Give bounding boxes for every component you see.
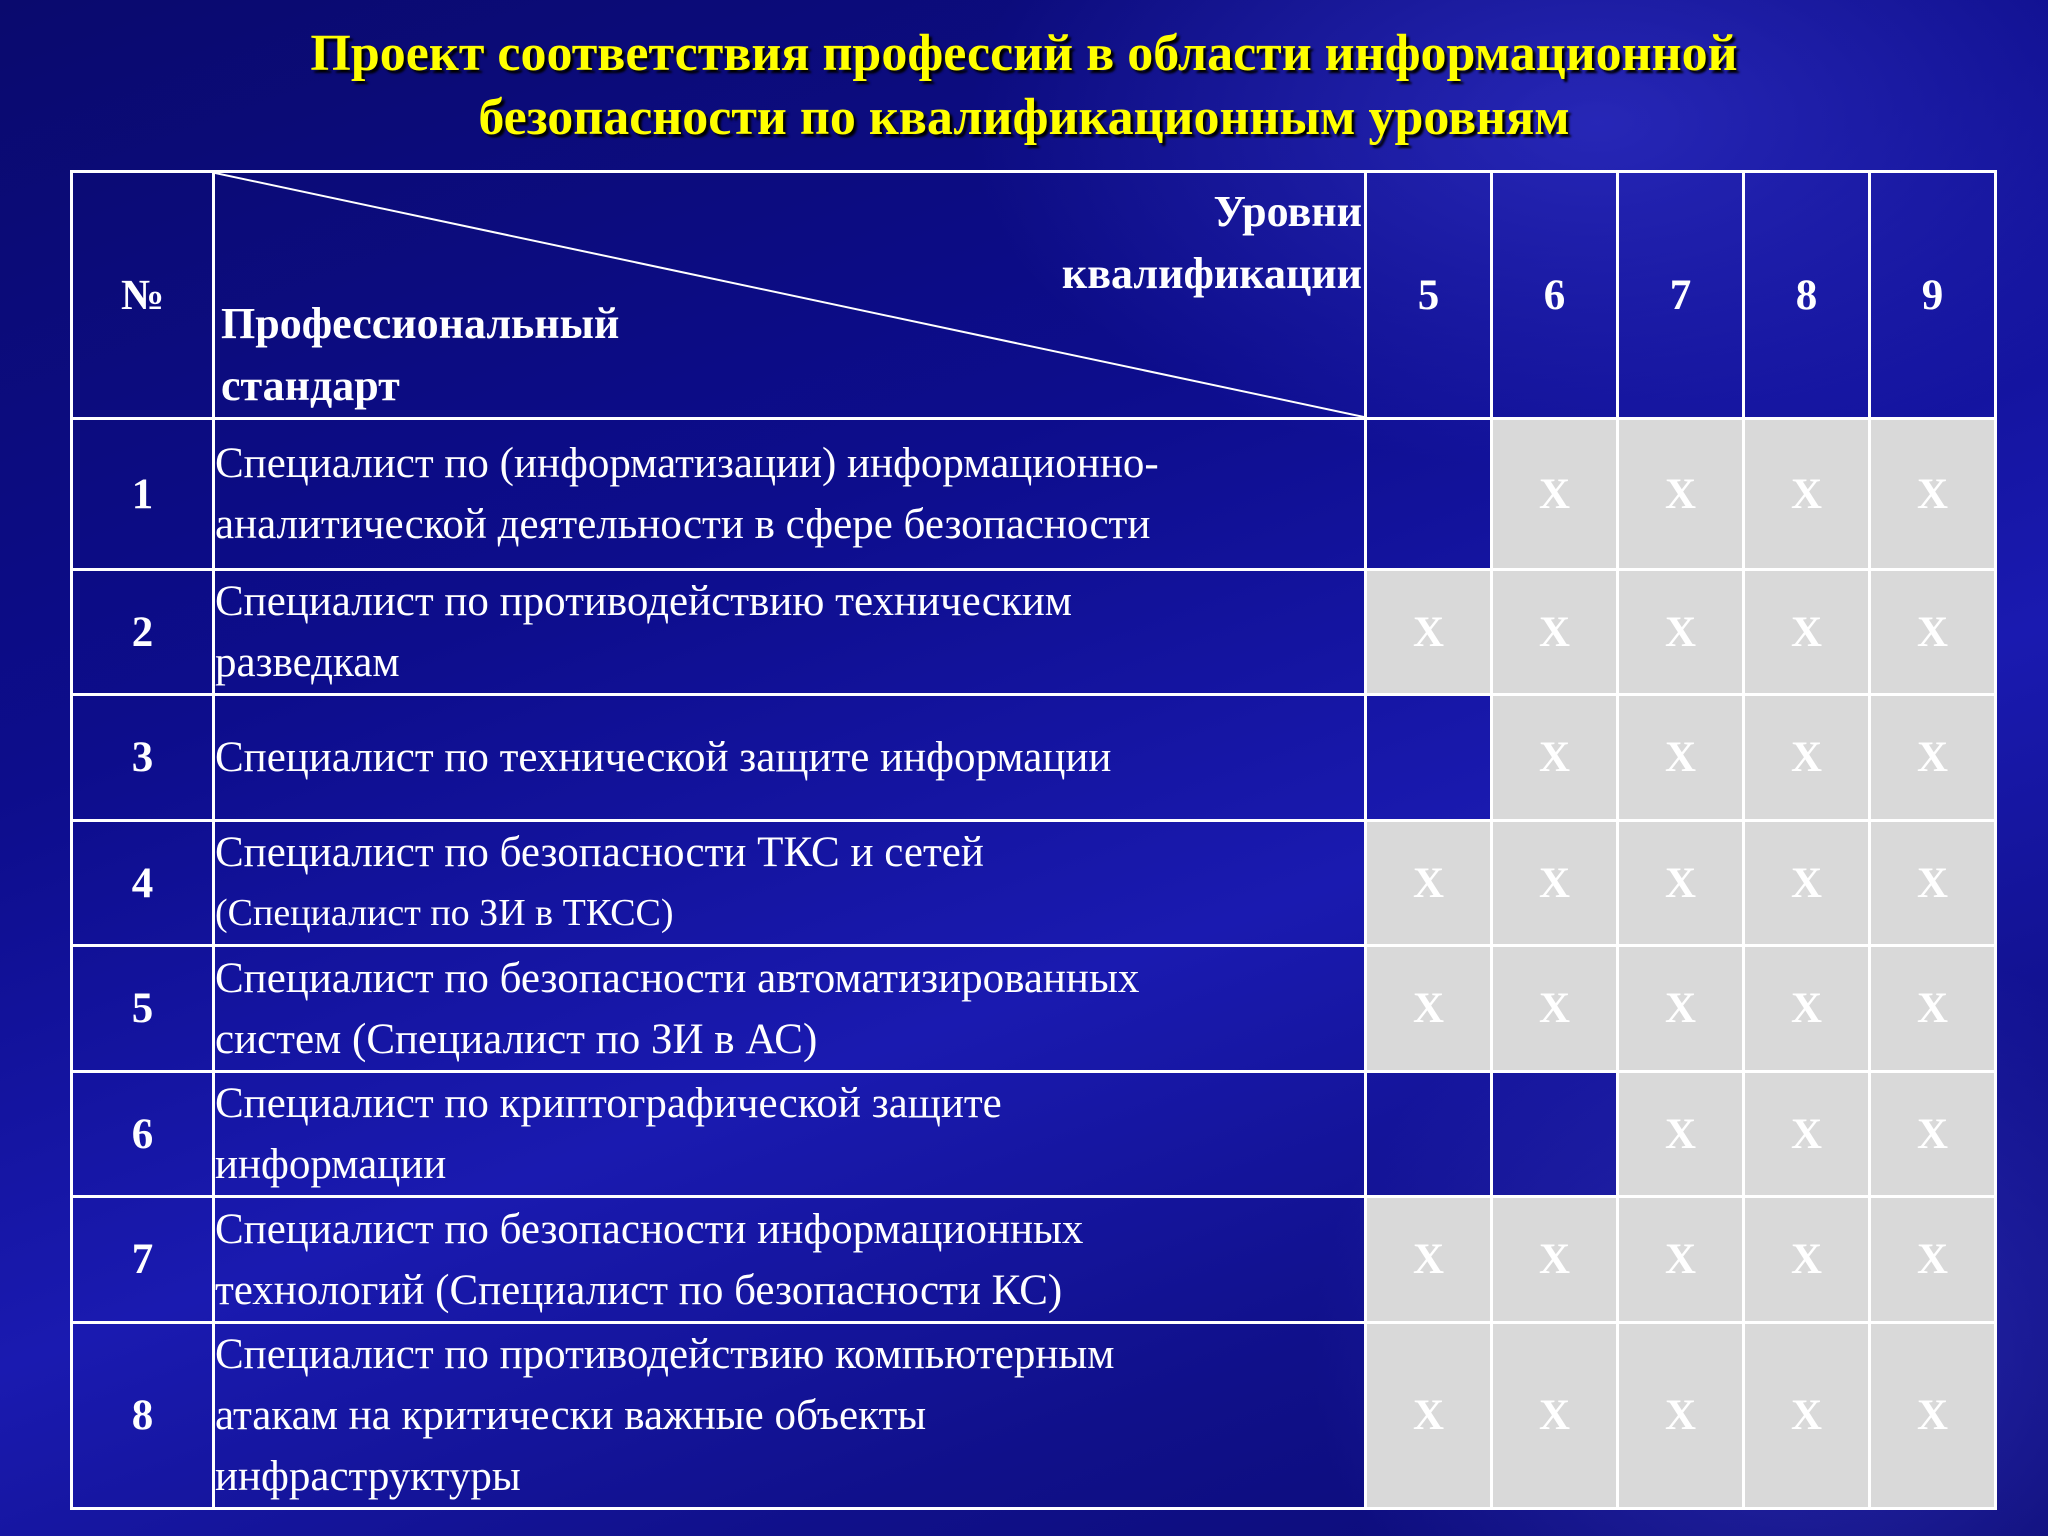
table-row bbox=[72, 946, 1996, 1072]
level-cell: X bbox=[1618, 946, 1744, 1072]
diagonal-header-cell bbox=[214, 172, 1366, 419]
level-cell: X bbox=[1744, 419, 1870, 570]
levels-label: Уровни квалификации bbox=[1061, 187, 1362, 298]
slide-title bbox=[0, 22, 2048, 150]
table-header-row bbox=[72, 172, 1996, 419]
level-cell: X bbox=[1366, 1197, 1492, 1323]
slide-title-line-1: Проект соответствия профессий в области информационной bbox=[310, 25, 1738, 82]
table-row bbox=[72, 1197, 1996, 1323]
professional-standard: Специалист по противодействию компьютерным атакам на критически важные объекты инфраструктуры bbox=[214, 1323, 1366, 1509]
row-number: 5 bbox=[72, 946, 214, 1072]
level-cell bbox=[1366, 419, 1492, 570]
level-cell: X bbox=[1492, 570, 1618, 695]
slide-title-line-2: безопасности по квалификационным уровням bbox=[478, 89, 1570, 146]
level-cell: X bbox=[1870, 1072, 1996, 1197]
row-number: 7 bbox=[72, 1197, 214, 1323]
professional-standard: Специалист по безопасности информационных технологий (Специалист по безопасности КС) bbox=[214, 1197, 1366, 1323]
level-header-9: 9 bbox=[1870, 172, 1996, 419]
level-cell bbox=[1366, 1072, 1492, 1197]
level-cell: X bbox=[1870, 1197, 1996, 1323]
level-cell: X bbox=[1618, 1072, 1744, 1197]
level-cell: X bbox=[1618, 695, 1744, 821]
row-number: 8 bbox=[72, 1323, 214, 1509]
level-cell: X bbox=[1744, 1323, 1870, 1509]
level-cell: X bbox=[1744, 821, 1870, 946]
table-row bbox=[72, 419, 1996, 570]
level-cell: X bbox=[1744, 946, 1870, 1072]
row-number: 3 bbox=[72, 695, 214, 821]
row-number: 2 bbox=[72, 570, 214, 695]
level-cell: X bbox=[1366, 946, 1492, 1072]
level-cell: X bbox=[1870, 1323, 1996, 1509]
row-number: 1 bbox=[72, 419, 214, 570]
table-row bbox=[72, 570, 1996, 695]
professional-standard: Специалист по (информатизации) информационно- аналитической деятельности в сфере безопасности bbox=[214, 419, 1366, 570]
level-cell bbox=[1492, 1072, 1618, 1197]
table-row bbox=[72, 695, 1996, 821]
professional-standard: Специалист по технической защите информации bbox=[214, 695, 1366, 821]
level-cell: X bbox=[1492, 1323, 1618, 1509]
level-cell: X bbox=[1492, 821, 1618, 946]
table-row bbox=[72, 1072, 1996, 1197]
level-cell: X bbox=[1618, 570, 1744, 695]
standard-label: Профессиональный стандарт bbox=[221, 299, 620, 410]
level-cell: X bbox=[1744, 695, 1870, 821]
level-cell: X bbox=[1744, 1197, 1870, 1323]
level-cell: X bbox=[1492, 695, 1618, 821]
professional-standard: Специалист по противодействию техническим разведкам bbox=[214, 570, 1366, 695]
level-cell: X bbox=[1870, 695, 1996, 821]
level-cell: X bbox=[1366, 570, 1492, 695]
table-row bbox=[72, 821, 1996, 946]
level-cell: X bbox=[1492, 419, 1618, 570]
level-cell bbox=[1366, 695, 1492, 821]
level-cell: X bbox=[1744, 1072, 1870, 1197]
level-header-5: 5 bbox=[1366, 172, 1492, 419]
level-cell: X bbox=[1870, 419, 1996, 570]
qualification-matrix-table bbox=[70, 170, 1997, 1510]
level-cell: X bbox=[1618, 1323, 1744, 1509]
table-row bbox=[72, 1323, 1996, 1509]
level-cell: X bbox=[1870, 570, 1996, 695]
professional-standard: Специалист по безопасности автоматизированных систем (Специалист по ЗИ в АС) bbox=[214, 946, 1366, 1072]
professional-standard: Специалист по безопасности ТКС и сетей (Специалист по ЗИ в ТКСС) bbox=[214, 821, 1366, 946]
level-cell: X bbox=[1870, 946, 1996, 1072]
level-header-8: 8 bbox=[1744, 172, 1870, 419]
level-header-7: 7 bbox=[1618, 172, 1744, 419]
professional-standard: Специалист по криптографической защите информации bbox=[214, 1072, 1366, 1197]
level-cell: X bbox=[1366, 1323, 1492, 1509]
number-column-header: № bbox=[72, 172, 214, 419]
level-cell: X bbox=[1492, 946, 1618, 1072]
level-cell: X bbox=[1618, 821, 1744, 946]
level-cell: X bbox=[1366, 821, 1492, 946]
level-cell: X bbox=[1618, 419, 1744, 570]
level-cell: X bbox=[1870, 821, 1996, 946]
level-cell: X bbox=[1492, 1197, 1618, 1323]
row-number: 6 bbox=[72, 1072, 214, 1197]
level-cell: X bbox=[1618, 1197, 1744, 1323]
level-cell: X bbox=[1744, 570, 1870, 695]
level-header-6: 6 bbox=[1492, 172, 1618, 419]
row-number: 4 bbox=[72, 821, 214, 946]
